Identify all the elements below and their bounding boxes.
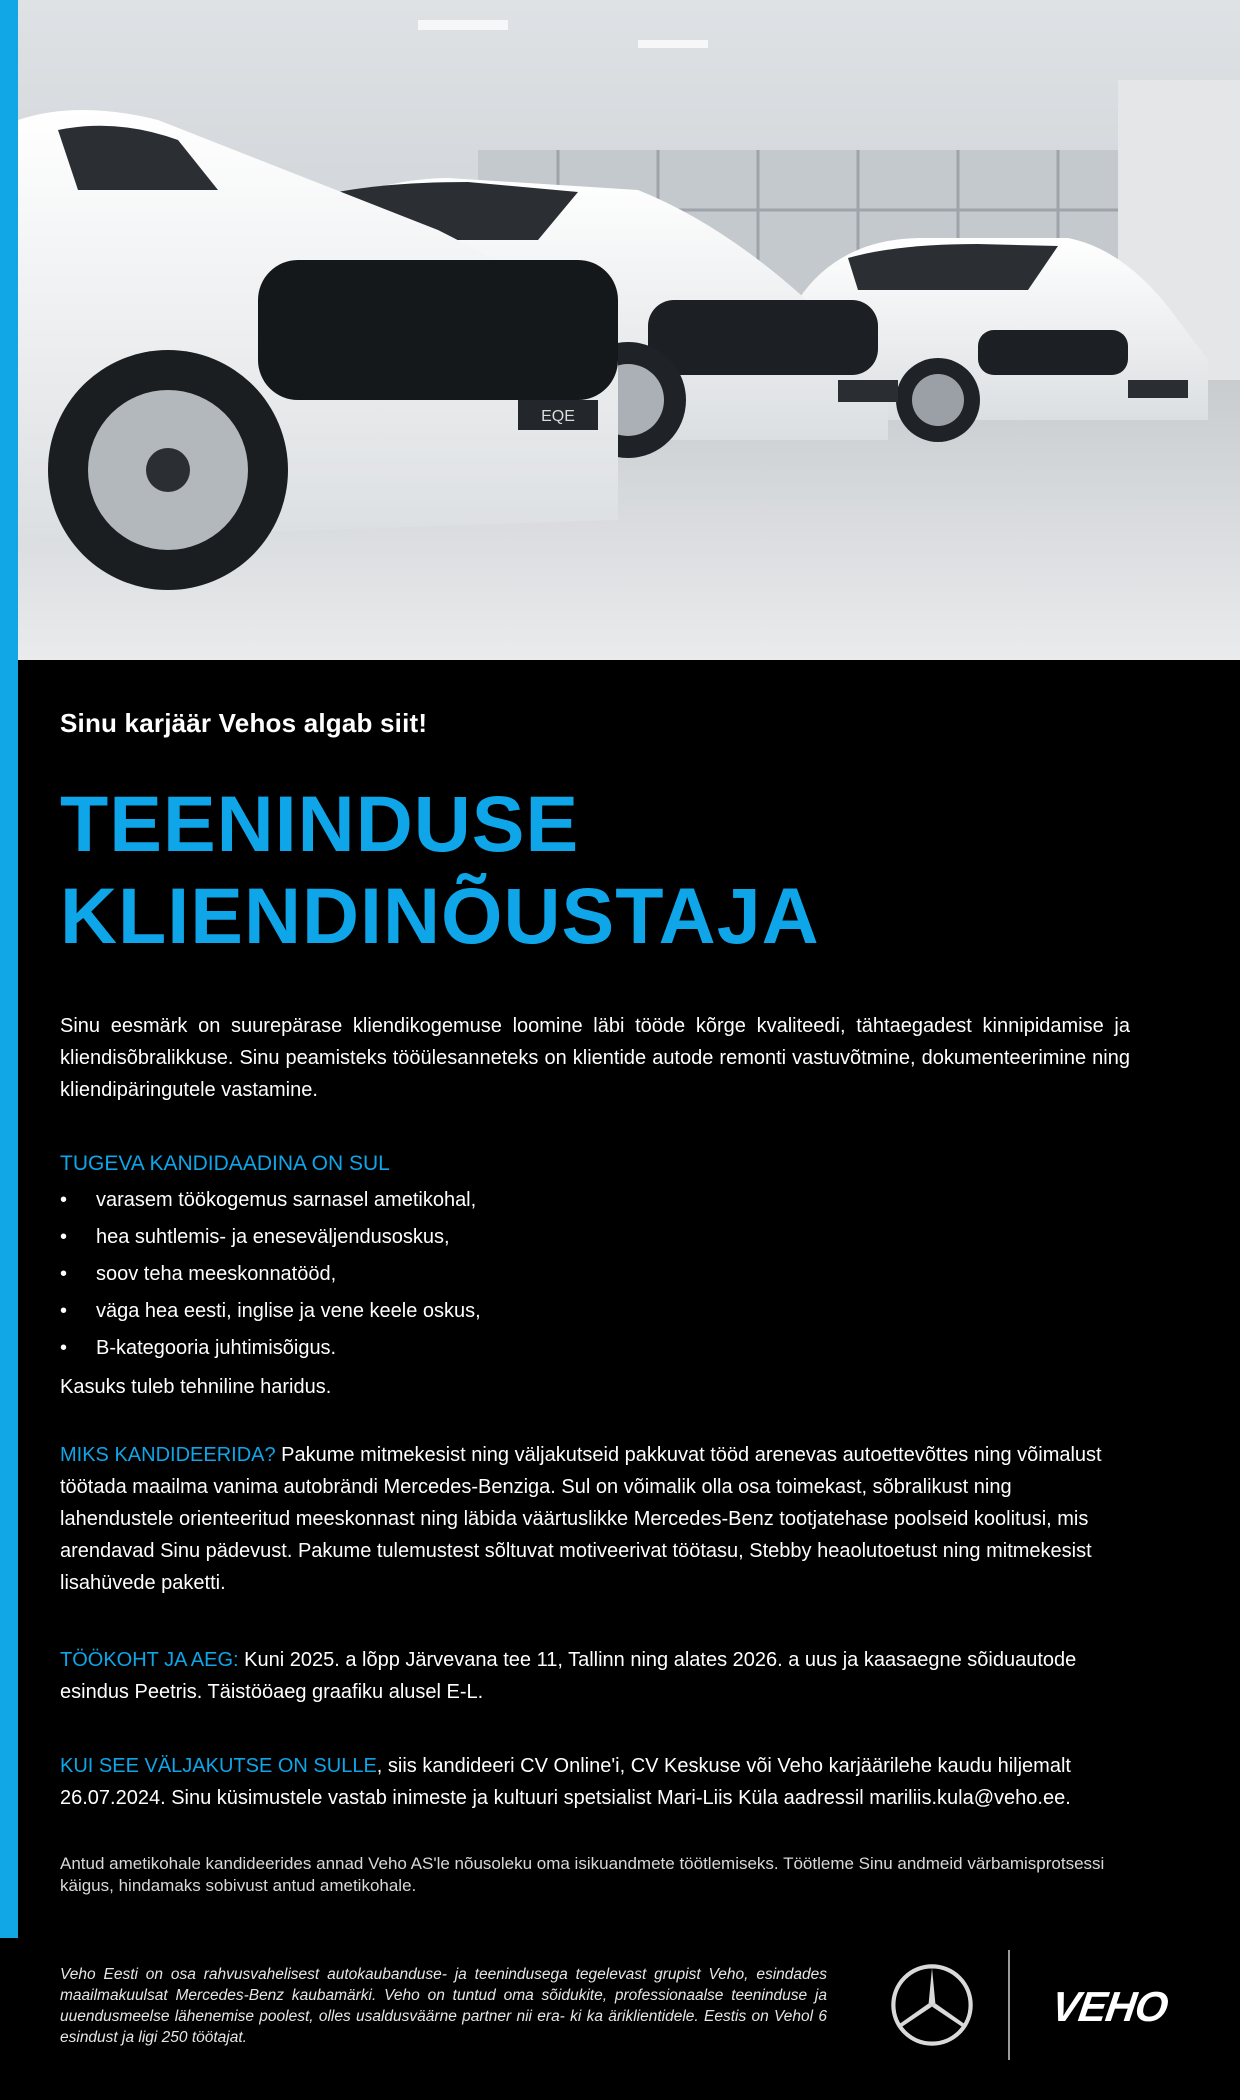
mercedes-star-icon	[890, 1963, 974, 2047]
why-apply-paragraph	[60, 1439, 1130, 1599]
accent-bar	[0, 0, 18, 1938]
workplace-text: Kuni 2025. a lõpp Järvevana tee 11, Tallinn ning alates 2026. a uus ja kaasaegne sõiduautode esindus Peetris. Täistööaeg graafiku alusel E-L.	[60, 1649, 1077, 1703]
intro-paragraph: Sinu eesmärk on suurepärase kliendikogemuse loomine läbi tööde kõrge kvaliteedi, tähtaegadest kinnipidamise ja kliendisõbralikkuse. Sinu peamisteks tööülesanneteks on klientide autode remonti vastuvõtmine, dokumenteerimine ning kliendipäringutele vastamine.	[60, 1015, 1130, 1101]
footer-company-description: Veho Eesti on osa rahvusvahelisest autokaubanduse- ja teenindusega tegelevast grupist Veho, esindades maailmakuulsat Mercedes-Benz kaubamärki. Veho on tuntud oma sõidukite, professionaalse teeninduse ja uuendusmeelse lähenemise poolest, olles usaldusväärne partner nii era- ki ka äriklientidele. Eestis on Vehol 6 esindust ja ligi 250 töötajat.	[60, 1966, 827, 2046]
hero-plate-text: EQE	[541, 408, 575, 425]
requirements-heading: TUGEVA KANDIDAADINA ON SUL	[60, 1152, 390, 1175]
workplace-heading: TÖÖKOHT JA AEG:	[60, 1649, 239, 1671]
list-item: • soov teha meeskonnatööd,	[60, 1256, 481, 1293]
bullet: •	[60, 1300, 68, 1322]
why-apply-heading: MIKS KANDIDEERIDA?	[60, 1444, 276, 1466]
list-item: • väga hea eesti, inglise ja vene keele oskus,	[60, 1293, 481, 1330]
consent-notice: Antud ametikohale kandideerides annad Veho AS'le nõusoleku oma isikuandmete töötlemiseks. Töötleme Sinu andmeid värbamisprotsessi käigus, hindamaks sobivust antud ametikohale.	[60, 1854, 1105, 1895]
apply-text: , siis kandideeri CV Online'i, CV Keskuse või Veho karjäärilehe kaudu hiljemalt 26.07.2024. Sinu küsimustele vastab inimeste ja kultuuri spetsialist Mari-Liis Küla aadressil mariliis.kula@veho.ee.	[60, 1755, 1071, 1809]
list-item: • varasem töökogemus sarnasel ametikohal,	[60, 1182, 481, 1219]
showroom-illustration	[18, 0, 1240, 660]
job-title-line-2: KLIENDINÕUSTAJA	[60, 871, 820, 960]
why-apply-text: Pakume mitmekesist ning väljakutseid pakkuvat tööd arenevas autoettevõttes ning võimalust töötada maailma vanima autobrändi Mercedes-Benziga. Sul on võimalik olla osa toimekast, sõbralikust ning lahendustele orienteeritud meeskonnast ning läbida väärtuslikke Mercedes-Benz tootjatehase poolseid koolitusi, mis arendavad Sinu pädevust. Pakume tulemustest sõltuvat motiveerivat töötasu, Stebby heaolutoetust ning mitmekesist lisahüvede paketti.	[60, 1444, 1102, 1594]
bullet: •	[60, 1226, 68, 1248]
requirements-note: Kasuks tuleb tehniline haridus.	[60, 1376, 332, 1398]
hero-image-showroom	[18, 0, 1240, 660]
list-item: • hea suhtlemis- ja eneseväljendusoskus,	[60, 1219, 481, 1256]
bullet: •	[60, 1337, 68, 1359]
list-item: • B-kategooria juhtimisõigus.	[60, 1330, 481, 1367]
tagline: Sinu karjäär Vehos algab siit!	[60, 708, 428, 738]
bullet: •	[60, 1263, 68, 1285]
workplace-paragraph	[60, 1644, 1130, 1708]
apply-paragraph	[60, 1750, 1130, 1814]
job-title	[60, 778, 820, 962]
footer-divider	[1008, 1950, 1010, 2060]
job-title-line-1: TEENINDUSE	[60, 779, 580, 868]
bullet: •	[60, 1189, 68, 1211]
apply-heading: KUI SEE VÄLJAKUTSE ON SULLE	[60, 1755, 377, 1777]
requirements-list	[60, 1182, 481, 1367]
veho-logo: VEHO	[1048, 1983, 1171, 2030]
